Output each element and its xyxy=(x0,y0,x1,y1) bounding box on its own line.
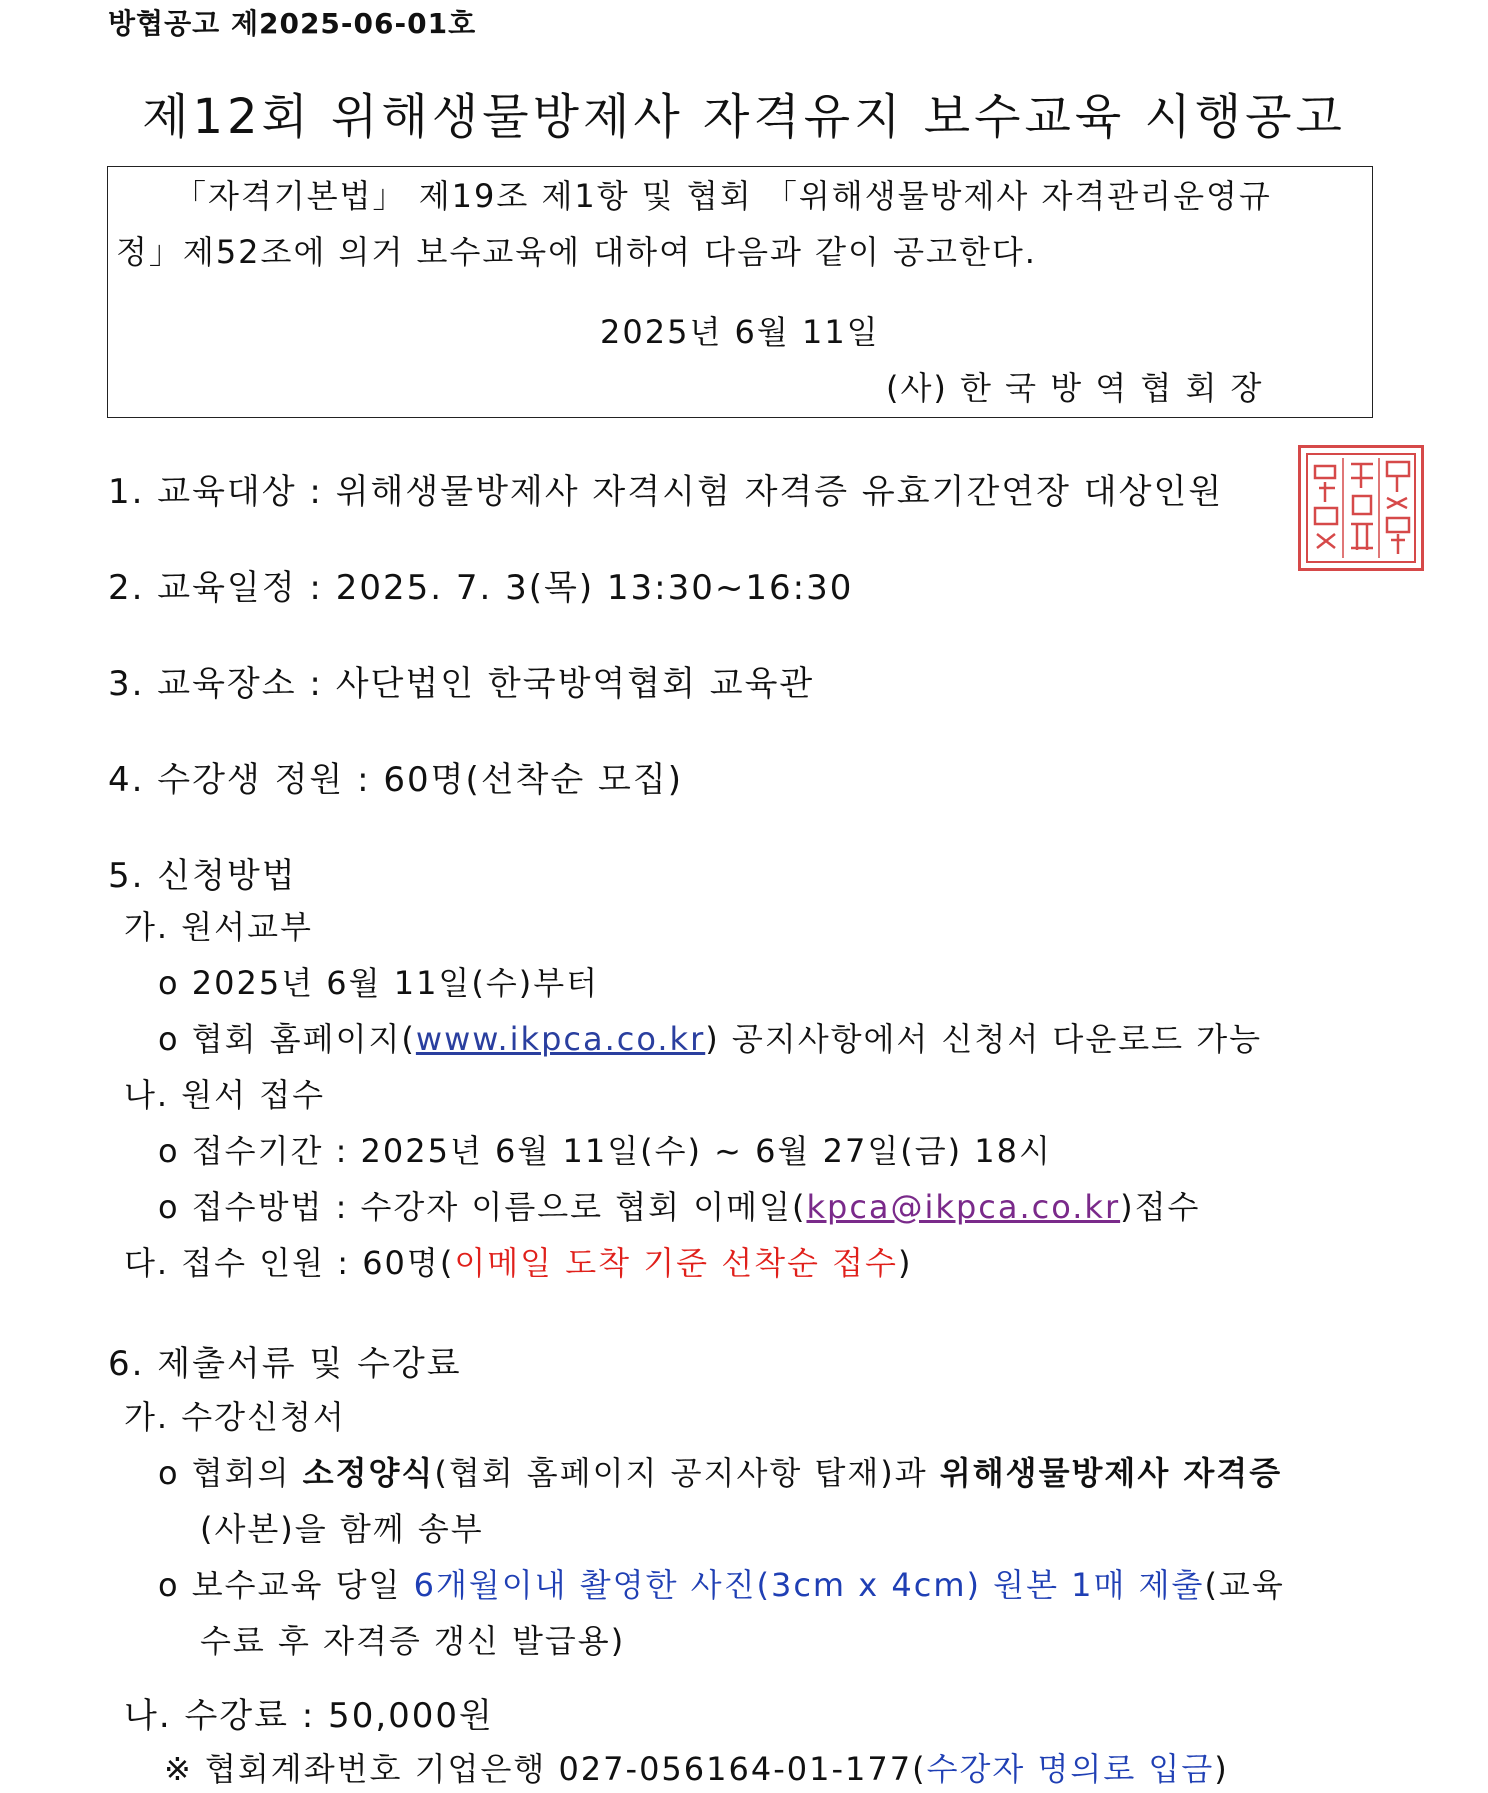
official-seal-stamp xyxy=(1298,445,1424,571)
s6-a1 xyxy=(158,1448,1282,1494)
s5-a2-post: ) 공지사항에서 신청서 다운로드 가능 xyxy=(705,1020,1263,1058)
page-title: 제12회 위해생물방제사 자격유지 보수교육 시행공고 xyxy=(142,89,1346,145)
s5-a2-pre: o 협회 홈페이지( xyxy=(158,1020,416,1058)
s6-note-blue: 수강자 명의로 입금 xyxy=(926,1750,1215,1788)
seal-icon xyxy=(1301,448,1421,568)
s6-a2 xyxy=(158,1560,1285,1606)
email-link[interactable]: kpca@ikpca.co.kr xyxy=(806,1188,1121,1226)
s5-b1: o 접수기간 : 2025년 6월 11일(수) ~ 6월 27일(금) 18시 xyxy=(158,1132,1052,1170)
s6-a2-blue-photo: 6개월이내 촬영한 사진(3cm x 4cm) 원본 1매 제출 xyxy=(413,1566,1205,1604)
issuer-name: (사) 한 국 방 역 협 회 장 xyxy=(886,369,1264,407)
s5-a-title: 가. 원서교부 xyxy=(124,908,313,946)
s5-c-red-note: 이메일 도착 기준 선착순 접수 xyxy=(454,1244,898,1282)
s6-a1-line2: (사본)을 함께 송부 xyxy=(200,1510,484,1548)
section-6-title: 6. 제출서류 및 수강료 xyxy=(108,1344,462,1384)
s6-a2-part2: (교육 xyxy=(1204,1566,1285,1604)
s6-b-fee: 나. 수강료 : 50,000원 xyxy=(124,1696,494,1736)
s5-b2-post: )접수 xyxy=(1120,1188,1201,1226)
s5-a2 xyxy=(158,1014,1262,1060)
section-4-capacity: 4. 수강생 정원 : 60명(선착순 모집) xyxy=(108,760,684,800)
s5-c-post: ) xyxy=(897,1244,913,1282)
s6-a1-bold-cert: 위해생물방제사 자격증 xyxy=(939,1454,1283,1492)
s6-note-account xyxy=(164,1744,1229,1790)
box-text-line1: 「자격기본법」 제19조 제1항 및 협회 「위해생물방제사 자격관리운영규 xyxy=(174,177,1272,215)
section-1-target: 1. 교육대상 : 위해생물방제사 자격시험 자격증 유효기간연장 대상인원 xyxy=(108,472,1224,512)
s6-note-pre: ※ 협회계좌번호 기업은행 027-056164-01-177( xyxy=(164,1750,927,1788)
announcement-date: 2025년 6월 11일 xyxy=(600,313,880,351)
s5-b-title: 나. 원서 접수 xyxy=(124,1076,326,1114)
s5-a1: o 2025년 6월 11일(수)부터 xyxy=(158,964,600,1002)
s6-a-title: 가. 수강신청서 xyxy=(124,1398,346,1436)
section-5-title: 5. 신청방법 xyxy=(108,856,297,896)
notice-number: 방협공고 제2025-06-01호 xyxy=(108,7,477,40)
section-3-location: 3. 교육장소 : 사단법인 한국방역협회 교육관 xyxy=(108,664,815,704)
s5-b2-pre: o 접수방법 : 수강자 이름으로 협회 이메일( xyxy=(158,1188,807,1226)
s6-a2-part1: o 보수교육 당일 xyxy=(158,1566,414,1604)
s6-a1-part1: o 협회의 xyxy=(158,1454,303,1492)
s6-a1-bold-form: 소정양식 xyxy=(302,1454,435,1492)
s5-c xyxy=(124,1238,912,1284)
s5-c-pre: 다. 접수 인원 : 60명( xyxy=(124,1244,455,1282)
s6-a2-line2: 수료 후 자격증 갱신 발급용) xyxy=(200,1622,626,1660)
s5-b2 xyxy=(158,1182,1200,1228)
homepage-link[interactable]: www.ikpca.co.kr xyxy=(415,1020,706,1058)
s6-note-post: ) xyxy=(1214,1750,1229,1788)
s6-a1-part3: (협회 홈페이지 공지사항 탑재)과 xyxy=(434,1454,940,1492)
announcement-box xyxy=(107,166,1373,418)
section-2-schedule: 2. 교육일정 : 2025. 7. 3(목) 13:30~16:30 xyxy=(108,568,854,608)
box-text-line2: 정」제52조에 의거 보수교육에 대하여 다음과 같이 공고한다. xyxy=(116,233,1037,271)
